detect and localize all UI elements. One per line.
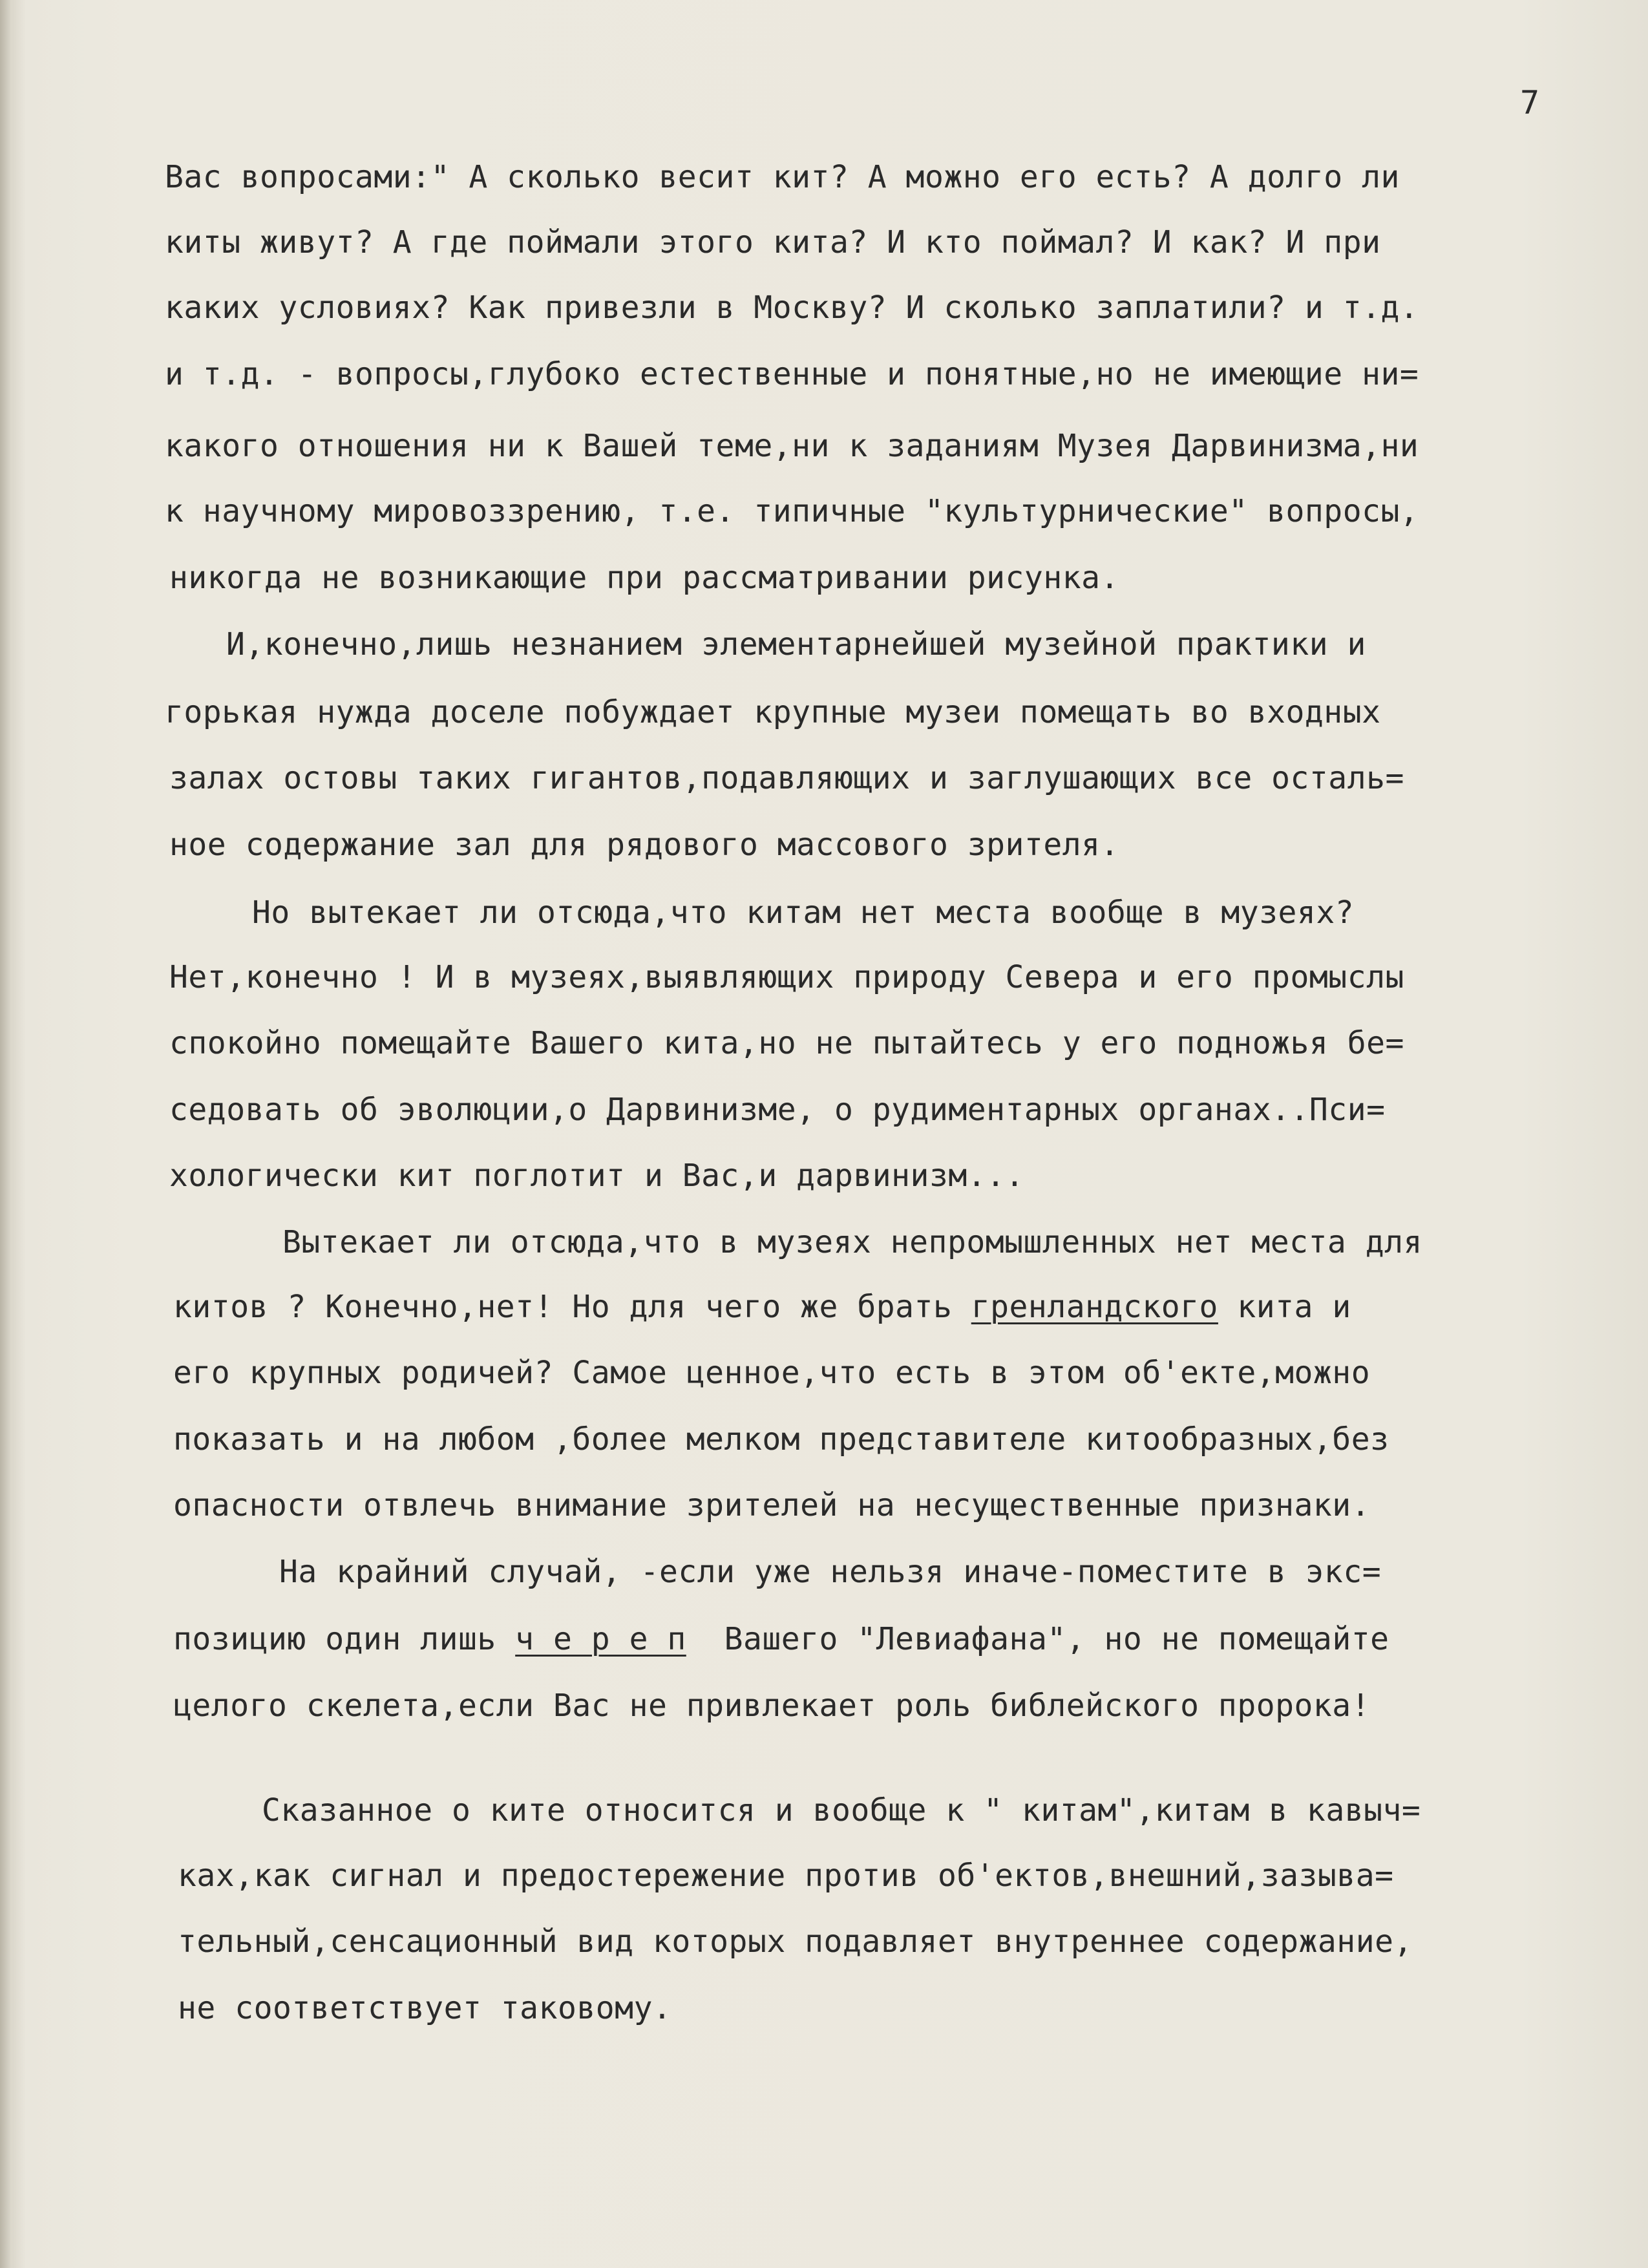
text-line-25: Сказанное о ките относится и вообще к " китам",китам в кавыч= xyxy=(262,1792,1421,1828)
text-line-9: горькая нужда доселе побуждает крупные музеи помещать во входных xyxy=(165,694,1381,730)
text-line-2: киты живут? А где поймали этого кита? И кто поймал? И как? И при xyxy=(165,224,1381,260)
underlined-word-skull: ч е р е п xyxy=(515,1621,686,1657)
text-line-18-end: кита и xyxy=(1218,1289,1351,1325)
text-line-18-start: китов ? Конечно,нет! Но для чего же брать xyxy=(173,1289,971,1325)
page-binding-edge xyxy=(0,0,12,2268)
text-line-23-end: Вашего "Левиафана", но не помещайте xyxy=(686,1621,1389,1657)
text-line-1: Вас вопросами:" А сколько весит кит? А можно его есть? А долго ли xyxy=(165,159,1400,195)
text-line-17: Вытекает ли отсюда,что в музеях непромышленных нет места для xyxy=(282,1224,1422,1260)
text-line-28: не соответствует таковому. xyxy=(178,1990,672,2026)
text-line-6: к научному мировоззрению, т.е. типичные "культурнические" вопросы, xyxy=(165,493,1419,529)
text-line-26: ках,как сигнал и предостережение против об'ектов,внешний,зазыва= xyxy=(178,1858,1394,1894)
text-line-20: показать и на любом ,более мелком представителе китообразных,без xyxy=(173,1421,1389,1457)
text-line-11: ное содержание зал для рядового массового зрителя. xyxy=(169,827,1119,863)
text-line-3: каких условиях? Как привезли в Москву? И сколько заплатили? и т.д. xyxy=(165,290,1419,326)
text-line-18 xyxy=(173,1289,1351,1325)
text-line-24: целого скелета,если Вас не привлекает роль библейского пророка! xyxy=(173,1688,1371,1724)
text-line-22: На крайний случай, -если уже нельзя иначе-поместите в экс= xyxy=(279,1554,1382,1590)
text-line-4: и т.д. - вопросы,глубоко естественные и понятные,но не имеющие ни= xyxy=(165,356,1419,392)
text-line-5: какого отношения ни к Вашей теме,ни к заданиям Музея Дарвинизма,ни xyxy=(165,428,1419,464)
text-line-21: опасности отвлечь внимание зрителей на несущественные признаки. xyxy=(173,1487,1371,1523)
text-line-16: хологически кит поглотит и Вас,и дарвинизм... xyxy=(169,1158,1024,1194)
text-line-23 xyxy=(173,1621,1389,1657)
text-line-10: залах остовы таких гигантов,подавляющих и заглушающих все осталь= xyxy=(169,760,1404,796)
text-line-13: Нет,конечно ! И в музеях,выявляющих природу Севера и его промыслы xyxy=(169,959,1404,995)
text-line-15: седовать об эволюции,о Дарвинизме, о рудиментарных органах..Пси= xyxy=(169,1092,1386,1128)
text-line-23-start: позицию один лишь xyxy=(173,1621,516,1657)
text-line-14: спокойно помещайте Вашего кита,но не пытайтесь у его подножья бе= xyxy=(169,1025,1404,1061)
text-line-12: Но вытекает ли отсюда,что китам нет места вообще в музеях? xyxy=(252,895,1355,931)
text-line-27: тельный,сенсационный вид которых подавляет внутреннее содержание, xyxy=(178,1924,1413,1960)
underlined-word-greenland: гренландского xyxy=(971,1289,1218,1325)
text-line-8: И,конечно,лишь незнанием элементарнейшей музейной практики и xyxy=(226,626,1366,662)
page-number: 7 xyxy=(1520,84,1540,122)
text-line-7: никогда не возникающие при рассматривании рисунка. xyxy=(169,560,1119,596)
text-line-19: его крупных родичей? Самое ценное,что есть в этом об'екте,можно xyxy=(173,1355,1371,1391)
